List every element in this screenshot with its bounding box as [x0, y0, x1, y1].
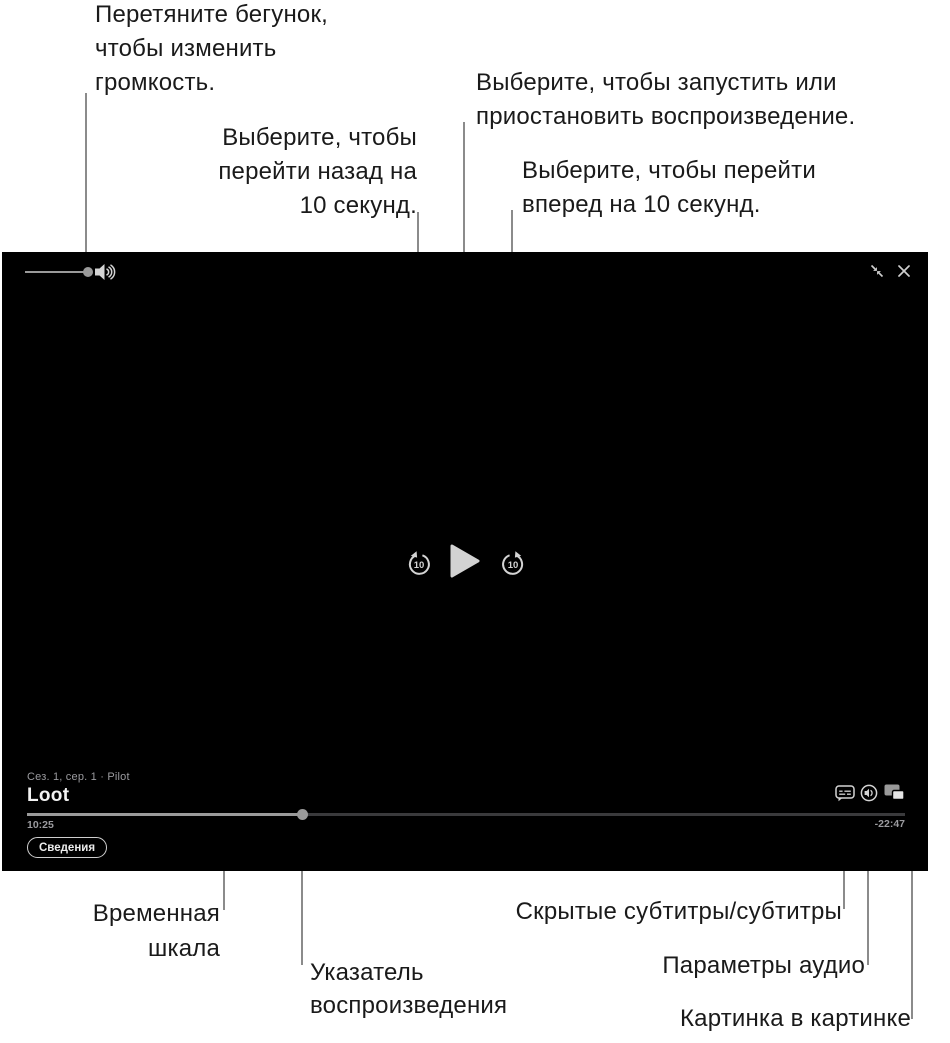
episode-info: Сез. 1, сер. 1 · Pilot — [27, 771, 130, 783]
callout-pip — [680, 1002, 911, 1036]
close-icon[interactable] — [898, 265, 910, 277]
callout-skip-back — [218, 121, 417, 223]
svg-text:10: 10 — [507, 560, 519, 571]
callout-playhead-line2: воспроизведения — [310, 992, 508, 1019]
subtitles-icon[interactable] — [835, 785, 855, 802]
elapsed-time: 10:25 — [27, 819, 54, 831]
video-title: Loot — [27, 785, 70, 806]
leader-line-volume — [85, 93, 87, 267]
volume-speaker-icon[interactable] — [95, 263, 117, 281]
timeline-scrubber[interactable] — [27, 813, 905, 816]
callout-playhead-line1: Указатель — [310, 959, 424, 986]
video-player — [2, 252, 928, 871]
svg-text:10: 10 — [413, 560, 425, 571]
callout-skip-back-line2: перейти назад на — [218, 158, 417, 185]
timeline-remaining[interactable] — [302, 813, 905, 816]
callout-audio — [662, 949, 865, 983]
callout-timeline — [93, 896, 220, 966]
playhead[interactable] — [297, 809, 308, 820]
callout-playhead — [310, 956, 507, 1022]
callout-play-pause-line1: Выберите, чтобы запустить или — [476, 69, 837, 96]
remaining-time: -22:47 — [874, 818, 905, 830]
volume-slider-thumb[interactable] — [83, 267, 93, 277]
callout-skip-forward — [522, 154, 816, 222]
callout-volume-line1: Перетяните бегунок, — [95, 1, 329, 28]
audio-options-icon[interactable] — [860, 784, 878, 802]
timeline-played[interactable] — [27, 813, 302, 816]
callout-play-pause — [476, 66, 855, 134]
picture-in-picture-icon[interactable] — [884, 784, 905, 801]
volume-slider-track[interactable] — [25, 271, 86, 273]
details-button[interactable]: Сведения — [27, 837, 107, 858]
exit-fullscreen-icon[interactable] — [870, 264, 884, 278]
callout-pip-line1: Картинка в картинке — [679, 1005, 911, 1032]
callout-volume-line3: громкость. — [95, 69, 216, 96]
callout-volume-line2: чтобы изменить — [95, 35, 277, 62]
callout-skip-back-line3: 10 секунд. — [299, 192, 417, 219]
callout-subtitles-line1: Скрытые субтитры/субтитры — [515, 898, 842, 925]
callout-subtitles — [516, 895, 842, 929]
callout-timeline-line1: Временная — [92, 900, 220, 927]
callout-skip-forward-line1: Выберите, чтобы перейти — [522, 157, 816, 184]
play-icon[interactable] — [450, 544, 480, 578]
callout-play-pause-line2: приостановить воспроизведение. — [476, 103, 856, 130]
callout-skip-forward-line2: вперед на 10 секунд. — [522, 191, 761, 218]
callout-skip-back-line1: Выберите, чтобы — [222, 124, 417, 151]
skip-forward-10-icon[interactable] — [500, 550, 526, 576]
skip-back-10-icon[interactable] — [406, 550, 432, 576]
callout-audio-line1: Параметры аудио — [662, 952, 865, 979]
callout-timeline-line2: шкала — [148, 935, 220, 962]
callout-volume — [95, 0, 328, 100]
